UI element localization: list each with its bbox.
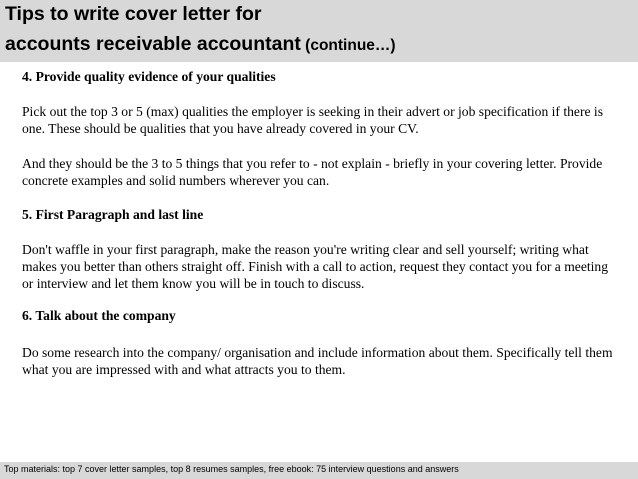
section-4-paragraph-1: Pick out the top 3 or 5 (max) qualities the employer is seeking in their advert or job specification if there is one. These should be qualities that you have already covered in your CV. <box>22 104 603 136</box>
footer-bar <box>0 462 638 479</box>
footer-text: Top materials: top 7 cover letter samples, top 8 resumes samples, free ebook: 75 interview questions and answers <box>4 464 459 474</box>
page-title-line-1: Tips to write cover letter for <box>5 3 262 25</box>
section-heading-6: 6. Talk about the company <box>22 308 176 323</box>
page-title-main: accounts receivable accountant <box>5 33 301 55</box>
title-bar <box>0 0 638 62</box>
section-heading-5: 5. First Paragraph and last line <box>22 207 204 222</box>
page-title-suffix: (continue…) <box>300 37 396 54</box>
section-6-paragraph-1: Do some research into the company/ organisation and include information about them. Specifically tell them what you are impressed with and what attracts you to them. <box>22 345 613 377</box>
section-heading-4: 4. Provide quality evidence of your qualities <box>22 69 276 84</box>
section-4-paragraph-2: And they should be the 3 to 5 things that you refer to - not explain - briefly in your covering letter. Provide concrete examples and solid numbers wherever you can. <box>22 156 603 188</box>
page-title-line-2 <box>5 33 396 56</box>
section-5-paragraph-1: Don't waffle in your first paragraph, make the reason you're writing clear and sell yourself; writing what makes you better than others straight off. Finish with a call to action, request they contact you for a meeting or interview and let them know you will be in touch to discuss. <box>22 242 609 291</box>
